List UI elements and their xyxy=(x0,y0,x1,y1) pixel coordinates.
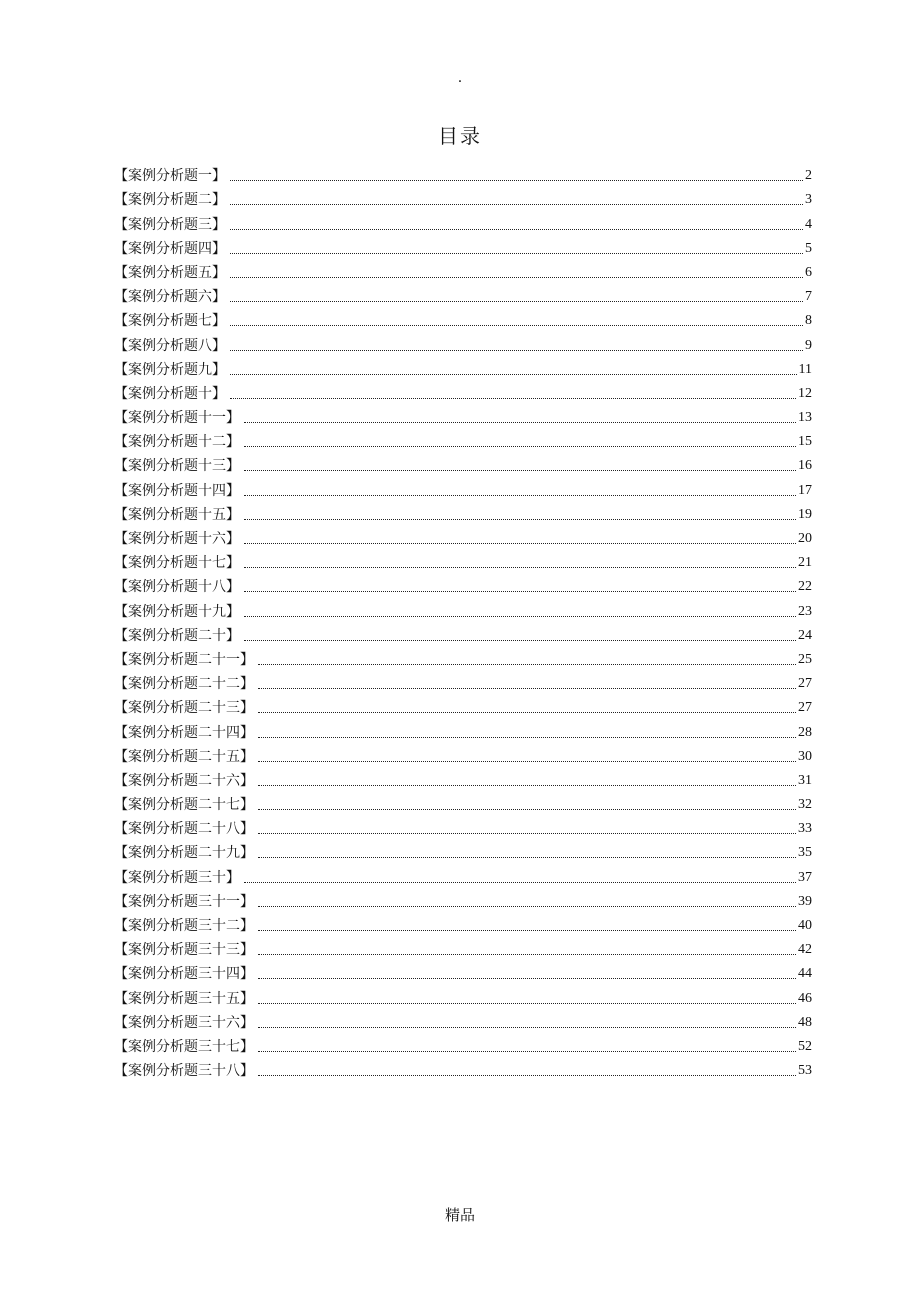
toc-entry-label: 【案例分析题十九】 xyxy=(114,603,240,620)
toc-entry-page-number: 39 xyxy=(798,893,812,909)
toc-entry-page-number: 37 xyxy=(798,869,812,885)
toc-dot-leader xyxy=(230,252,803,254)
toc-entry-label: 【案例分析题三十】 xyxy=(114,869,240,886)
toc-entry-label: 【案例分析题二十四】 xyxy=(114,724,254,741)
toc-entry-page-number: 22 xyxy=(798,579,812,595)
toc-entry[interactable] xyxy=(114,839,812,863)
toc-entry-page-number: 16 xyxy=(798,458,812,474)
toc-dot-leader xyxy=(258,832,796,834)
toc-entry-label: 【案例分析题十五】 xyxy=(114,506,240,523)
toc-entry-page-number: 33 xyxy=(798,821,812,837)
toc-entry[interactable] xyxy=(114,404,812,428)
toc-dot-leader xyxy=(258,760,796,762)
toc-dot-leader xyxy=(230,179,803,181)
toc-entry[interactable] xyxy=(114,1033,812,1057)
toc-entry[interactable] xyxy=(114,283,812,307)
toc-entry[interactable] xyxy=(114,984,812,1008)
toc-entry-label: 【案例分析题十八】 xyxy=(114,579,240,596)
toc-entry[interactable] xyxy=(114,162,812,186)
toc-entry-label: 【案例分析题二十五】 xyxy=(114,748,254,765)
toc-dot-leader xyxy=(230,300,803,302)
toc-dot-leader xyxy=(230,228,803,230)
toc-entry-label: 【案例分析题二十】 xyxy=(114,627,240,644)
toc-entry[interactable] xyxy=(114,960,812,984)
toc-entry[interactable] xyxy=(114,912,812,936)
toc-dot-leader xyxy=(230,276,803,278)
toc-entry-page-number: 27 xyxy=(798,676,812,692)
toc-entry-page-number: 23 xyxy=(798,603,812,619)
toc-entry-label: 【案例分析题三十三】 xyxy=(114,942,254,959)
toc-dot-leader xyxy=(258,736,796,738)
toc-dot-leader xyxy=(258,784,796,786)
toc-entry-label: 【案例分析题三】 xyxy=(114,216,226,233)
toc-entry-page-number: 31 xyxy=(798,772,812,788)
toc-entry[interactable] xyxy=(114,670,812,694)
toc-dot-leader xyxy=(258,1026,796,1028)
toc-entry-label: 【案例分析题二十八】 xyxy=(114,821,254,838)
toc-entry-label: 【案例分析题二】 xyxy=(114,192,226,209)
toc-entry-label: 【案例分析题二十六】 xyxy=(114,772,254,789)
toc-entry-page-number: 6 xyxy=(805,264,812,280)
toc-entry[interactable] xyxy=(114,307,812,331)
toc-entry-label: 【案例分析题三十一】 xyxy=(114,893,254,910)
toc-entry-label: 【案例分析题三十六】 xyxy=(114,1014,254,1031)
toc-dot-leader xyxy=(244,542,796,544)
toc-dot-leader xyxy=(230,373,797,375)
toc-entry-page-number: 8 xyxy=(805,313,812,329)
toc-entry-page-number: 3 xyxy=(805,192,812,208)
toc-entry[interactable] xyxy=(114,331,812,355)
toc-dot-leader xyxy=(258,1050,796,1052)
toc-entry[interactable] xyxy=(114,863,812,887)
toc-entry-label: 【案例分析题十一】 xyxy=(114,410,240,427)
toc-dot-leader xyxy=(258,1074,796,1076)
toc-entry[interactable] xyxy=(114,380,812,404)
toc-entry-page-number: 13 xyxy=(798,410,812,426)
header-dot: . xyxy=(457,70,463,86)
toc-entry-page-number: 25 xyxy=(798,651,812,667)
toc-entry-label: 【案例分析题六】 xyxy=(114,289,226,306)
toc-list xyxy=(114,162,812,1081)
toc-entry-page-number: 5 xyxy=(805,240,812,256)
toc-entry-label: 【案例分析题一】 xyxy=(114,168,226,185)
toc-dot-leader xyxy=(244,615,796,617)
toc-entry-label: 【案例分析题八】 xyxy=(114,337,226,354)
toc-entry-page-number: 7 xyxy=(805,289,812,305)
toc-entry-label: 【案例分析题四】 xyxy=(114,240,226,257)
toc-dot-leader xyxy=(230,397,796,399)
toc-entry-label: 【案例分析题二十七】 xyxy=(114,797,254,814)
toc-entry-label: 【案例分析题三十七】 xyxy=(114,1038,254,1055)
toc-entry-label: 【案例分析题十六】 xyxy=(114,531,240,547)
toc-entry-label: 【案例分析题三十五】 xyxy=(114,990,254,1007)
toc-dot-leader xyxy=(244,421,796,423)
toc-entry[interactable] xyxy=(114,573,812,597)
toc-entry-label: 【案例分析题十四】 xyxy=(114,482,240,499)
toc-entry[interactable] xyxy=(114,525,812,549)
toc-dot-leader xyxy=(244,639,796,641)
toc-dot-leader xyxy=(258,1002,796,1004)
toc-entry-page-number: 46 xyxy=(798,990,812,1006)
toc-entry[interactable] xyxy=(114,452,812,476)
toc-entry-label: 【案例分析题十】 xyxy=(114,385,226,402)
toc-entry-page-number: 15 xyxy=(798,434,812,450)
toc-dot-leader xyxy=(258,953,796,955)
toc-entry[interactable] xyxy=(114,767,812,791)
toc-dot-leader xyxy=(244,445,796,447)
toc-entry-page-number: 19 xyxy=(798,506,812,522)
toc-dot-leader xyxy=(258,905,796,907)
toc-entry-label: 【案例分析题十二】 xyxy=(114,434,240,451)
footer-text: 精品 xyxy=(444,1206,475,1224)
toc-title: 目录 xyxy=(438,124,482,148)
toc-entry-page-number: 2 xyxy=(805,168,812,184)
toc-entry[interactable] xyxy=(114,210,812,234)
toc-entry-page-number: 4 xyxy=(805,216,812,232)
toc-entry[interactable] xyxy=(114,743,812,767)
toc-entry[interactable] xyxy=(114,501,812,525)
toc-dot-leader xyxy=(244,566,796,568)
toc-entry-label: 【案例分析题二十三】 xyxy=(114,700,254,717)
toc-entry-page-number: 48 xyxy=(798,1014,812,1030)
toc-entry-page-number: 42 xyxy=(798,942,812,958)
toc-entry-page-number: 52 xyxy=(798,1038,812,1054)
toc-entry[interactable] xyxy=(114,428,812,452)
toc-entry[interactable] xyxy=(114,694,812,718)
toc-entry-label: 【案例分析题三十八】 xyxy=(114,1063,254,1080)
toc-dot-leader xyxy=(244,590,796,592)
toc-entry-page-number: 44 xyxy=(798,966,812,982)
toc-entry[interactable] xyxy=(114,718,812,742)
toc-entry-page-number: 35 xyxy=(798,845,812,861)
toc-entry[interactable] xyxy=(114,888,812,912)
toc-entry-page-number: 53 xyxy=(798,1063,812,1079)
toc-dot-leader xyxy=(258,929,796,931)
toc-entry[interactable] xyxy=(114,622,812,646)
toc-entry-page-number: 21 xyxy=(798,555,812,571)
toc-entry-label: 【案例分析题二十一】 xyxy=(114,651,254,668)
toc-entry-label: 【案例分析题三十四】 xyxy=(114,966,254,983)
toc-dot-leader xyxy=(258,977,796,979)
toc-entry-page-number: 28 xyxy=(798,724,812,740)
toc-entry[interactable] xyxy=(114,476,812,500)
toc-entry-page-number: 24 xyxy=(798,627,812,643)
toc-entry[interactable] xyxy=(114,646,812,670)
toc-dot-leader xyxy=(244,494,796,496)
toc-entry-page-number: 9 xyxy=(805,337,812,353)
toc-entry[interactable] xyxy=(114,549,812,573)
toc-entry[interactable] xyxy=(114,597,812,621)
toc-entry-page-number: 40 xyxy=(798,918,812,933)
toc-entry[interactable] xyxy=(114,815,812,839)
toc-dot-leader xyxy=(258,663,796,665)
toc-entry-page-number: 11 xyxy=(798,361,812,377)
toc-entry-label: 【案例分析题五】 xyxy=(114,264,226,281)
toc-dot-leader xyxy=(230,349,803,351)
toc-entry-page-number: 20 xyxy=(798,531,812,546)
toc-entry[interactable] xyxy=(114,186,812,210)
toc-entry-label: 【案例分析题二十九】 xyxy=(114,845,254,862)
toc-dot-leader xyxy=(230,203,803,205)
toc-entry-label: 【案例分析题七】 xyxy=(114,313,226,330)
toc-entry-label: 【案例分析题十三】 xyxy=(114,458,240,475)
toc-dot-leader xyxy=(244,881,796,883)
toc-dot-leader xyxy=(230,324,803,326)
toc-dot-leader xyxy=(244,518,796,520)
toc-entry-page-number: 32 xyxy=(798,797,812,813)
toc-entry-label: 【案例分析题十七】 xyxy=(114,555,240,572)
toc-entry[interactable] xyxy=(114,1009,812,1033)
toc-entry[interactable] xyxy=(114,259,812,283)
toc-dot-leader xyxy=(258,856,796,858)
toc-dot-leader xyxy=(244,469,796,471)
toc-entry[interactable] xyxy=(114,936,812,960)
toc-dot-leader xyxy=(258,711,796,713)
toc-dot-leader xyxy=(258,687,796,689)
toc-entry-page-number: 12 xyxy=(798,385,812,401)
toc-entry[interactable] xyxy=(114,791,812,815)
toc-entry-page-number: 17 xyxy=(798,482,812,498)
toc-entry[interactable] xyxy=(114,1057,812,1081)
toc-dot-leader xyxy=(258,808,796,810)
toc-entry-page-number: 27 xyxy=(798,700,812,716)
toc-entry-label: 【案例分析题二十二】 xyxy=(114,676,254,693)
toc-entry[interactable] xyxy=(114,356,812,380)
toc-entry-label: 【案例分析题三十二】 xyxy=(114,918,254,934)
toc-entry-page-number: 30 xyxy=(798,748,812,764)
toc-entry[interactable] xyxy=(114,235,812,259)
toc-entry-label: 【案例分析题九】 xyxy=(114,361,226,378)
